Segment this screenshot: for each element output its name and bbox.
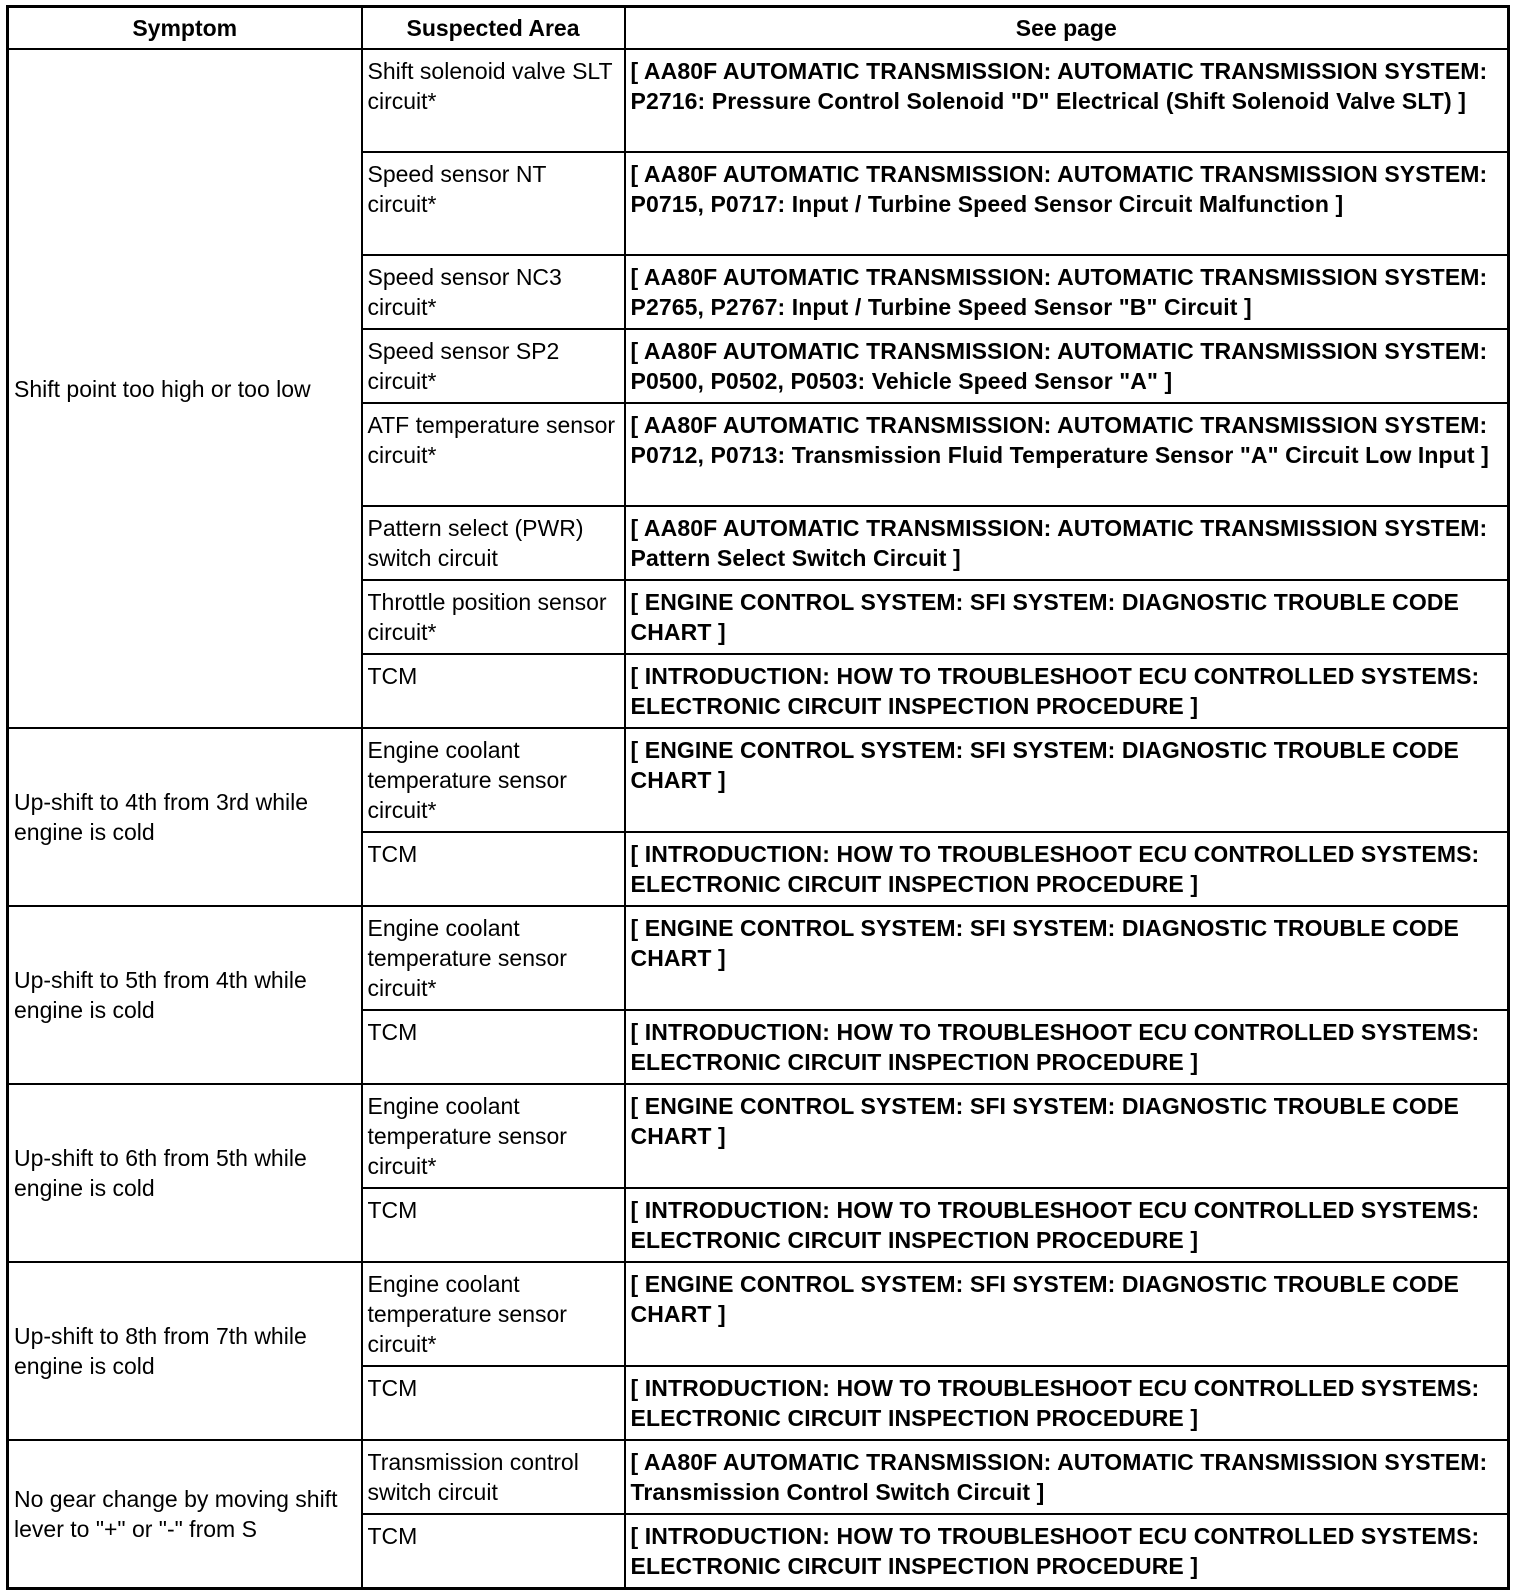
suspected-area-cell: TCM	[362, 1514, 625, 1589]
suspected-area-cell: ATF temperature sensor circuit*	[362, 403, 625, 506]
table-row	[8, 1084, 1509, 1188]
suspected-area-cell: Engine coolant temperature sensor circuit*	[362, 906, 625, 1010]
see-page-cell: [ AA80F AUTOMATIC TRANSMISSION: AUTOMATIC TRANSMISSION SYSTEM: P2765, P2767: Input / Turbine Speed Sensor "B" Circuit ]	[625, 255, 1509, 329]
see-page-cell: [ INTRODUCTION: HOW TO TROUBLESHOOT ECU CONTROLLED SYSTEMS: ELECTRONIC CIRCUIT INSPECTION PROCEDURE ]	[625, 1188, 1509, 1262]
header-symptom: Symptom	[8, 7, 362, 50]
symptom-cell: Up-shift to 6th from 5th while engine is cold	[8, 1084, 362, 1262]
see-page-cell: [ INTRODUCTION: HOW TO TROUBLESHOOT ECU CONTROLLED SYSTEMS: ELECTRONIC CIRCUIT INSPECTION PROCEDURE ]	[625, 832, 1509, 906]
suspected-area-cell: TCM	[362, 1010, 625, 1084]
suspected-area-cell: Engine coolant temperature sensor circuit*	[362, 1262, 625, 1366]
see-page-cell: [ ENGINE CONTROL SYSTEM: SFI SYSTEM: DIAGNOSTIC TROUBLE CODE CHART ]	[625, 1262, 1509, 1366]
see-page-cell: [ AA80F AUTOMATIC TRANSMISSION: AUTOMATIC TRANSMISSION SYSTEM: P0712, P0713: Transmission Fluid Temperature Sensor "A" Circuit Low Input ]	[625, 403, 1509, 506]
suspected-area-cell: Throttle position sensor circuit*	[362, 580, 625, 654]
see-page-cell: [ ENGINE CONTROL SYSTEM: SFI SYSTEM: DIAGNOSTIC TROUBLE CODE CHART ]	[625, 728, 1509, 832]
see-page-cell: [ INTRODUCTION: HOW TO TROUBLESHOOT ECU CONTROLLED SYSTEMS: ELECTRONIC CIRCUIT INSPECTION PROCEDURE ]	[625, 1366, 1509, 1440]
header-row	[8, 7, 1509, 50]
table-row	[8, 1440, 1509, 1514]
see-page-cell: [ AA80F AUTOMATIC TRANSMISSION: AUTOMATIC TRANSMISSION SYSTEM: P2716: Pressure Control Solenoid "D" Electrical (Shift Solenoid Valve SLT) ]	[625, 49, 1509, 152]
see-page-cell: [ ENGINE CONTROL SYSTEM: SFI SYSTEM: DIAGNOSTIC TROUBLE CODE CHART ]	[625, 1084, 1509, 1188]
suspected-area-cell: TCM	[362, 1188, 625, 1262]
symptom-cell: No gear change by moving shift lever to "+" or "-" from S	[8, 1440, 362, 1589]
see-page-cell: [ INTRODUCTION: HOW TO TROUBLESHOOT ECU CONTROLLED SYSTEMS: ELECTRONIC CIRCUIT INSPECTION PROCEDURE ]	[625, 654, 1509, 728]
suspected-area-cell: Speed sensor NT circuit*	[362, 152, 625, 255]
suspected-area-cell: TCM	[362, 1366, 625, 1440]
suspected-area-cell: Pattern select (PWR) switch circuit	[362, 506, 625, 580]
table-row	[8, 1262, 1509, 1366]
see-page-cell: [ ENGINE CONTROL SYSTEM: SFI SYSTEM: DIAGNOSTIC TROUBLE CODE CHART ]	[625, 580, 1509, 654]
suspected-area-cell: Engine coolant temperature sensor circuit*	[362, 728, 625, 832]
suspected-area-cell: Shift solenoid valve SLT circuit*	[362, 49, 625, 152]
suspected-area-cell: TCM	[362, 654, 625, 728]
symptom-cell: Up-shift to 4th from 3rd while engine is cold	[8, 728, 362, 906]
see-page-cell: [ AA80F AUTOMATIC TRANSMISSION: AUTOMATIC TRANSMISSION SYSTEM: P0715, P0717: Input / Turbine Speed Sensor Circuit Malfunction ]	[625, 152, 1509, 255]
header-see-page: See page	[625, 7, 1509, 50]
see-page-cell: [ AA80F AUTOMATIC TRANSMISSION: AUTOMATIC TRANSMISSION SYSTEM: Pattern Select Switch Circuit ]	[625, 506, 1509, 580]
see-page-cell: [ AA80F AUTOMATIC TRANSMISSION: AUTOMATIC TRANSMISSION SYSTEM: P0500, P0502, P0503: Vehicle Speed Sensor "A" ]	[625, 329, 1509, 403]
see-page-cell: [ INTRODUCTION: HOW TO TROUBLESHOOT ECU CONTROLLED SYSTEMS: ELECTRONIC CIRCUIT INSPECTION PROCEDURE ]	[625, 1010, 1509, 1084]
symptom-cell: Shift point too high or too low	[8, 49, 362, 728]
suspected-area-cell: Engine coolant temperature sensor circuit*	[362, 1084, 625, 1188]
table-row	[8, 906, 1509, 1010]
suspected-area-cell: TCM	[362, 832, 625, 906]
suspected-area-cell: Speed sensor NC3 circuit*	[362, 255, 625, 329]
table-row	[8, 49, 1509, 152]
symptom-cell: Up-shift to 8th from 7th while engine is cold	[8, 1262, 362, 1440]
table-row	[8, 728, 1509, 832]
see-page-cell: [ AA80F AUTOMATIC TRANSMISSION: AUTOMATIC TRANSMISSION SYSTEM: Transmission Control Switch Circuit ]	[625, 1440, 1509, 1514]
header-suspected-area: Suspected Area	[362, 7, 625, 50]
see-page-cell: [ INTRODUCTION: HOW TO TROUBLESHOOT ECU CONTROLLED SYSTEMS: ELECTRONIC CIRCUIT INSPECTION PROCEDURE ]	[625, 1514, 1509, 1589]
symptom-cell: Up-shift to 5th from 4th while engine is cold	[8, 906, 362, 1084]
see-page-cell: [ ENGINE CONTROL SYSTEM: SFI SYSTEM: DIAGNOSTIC TROUBLE CODE CHART ]	[625, 906, 1509, 1010]
symptom-table	[6, 5, 1510, 1590]
suspected-area-cell: Transmission control switch circuit	[362, 1440, 625, 1514]
suspected-area-cell: Speed sensor SP2 circuit*	[362, 329, 625, 403]
